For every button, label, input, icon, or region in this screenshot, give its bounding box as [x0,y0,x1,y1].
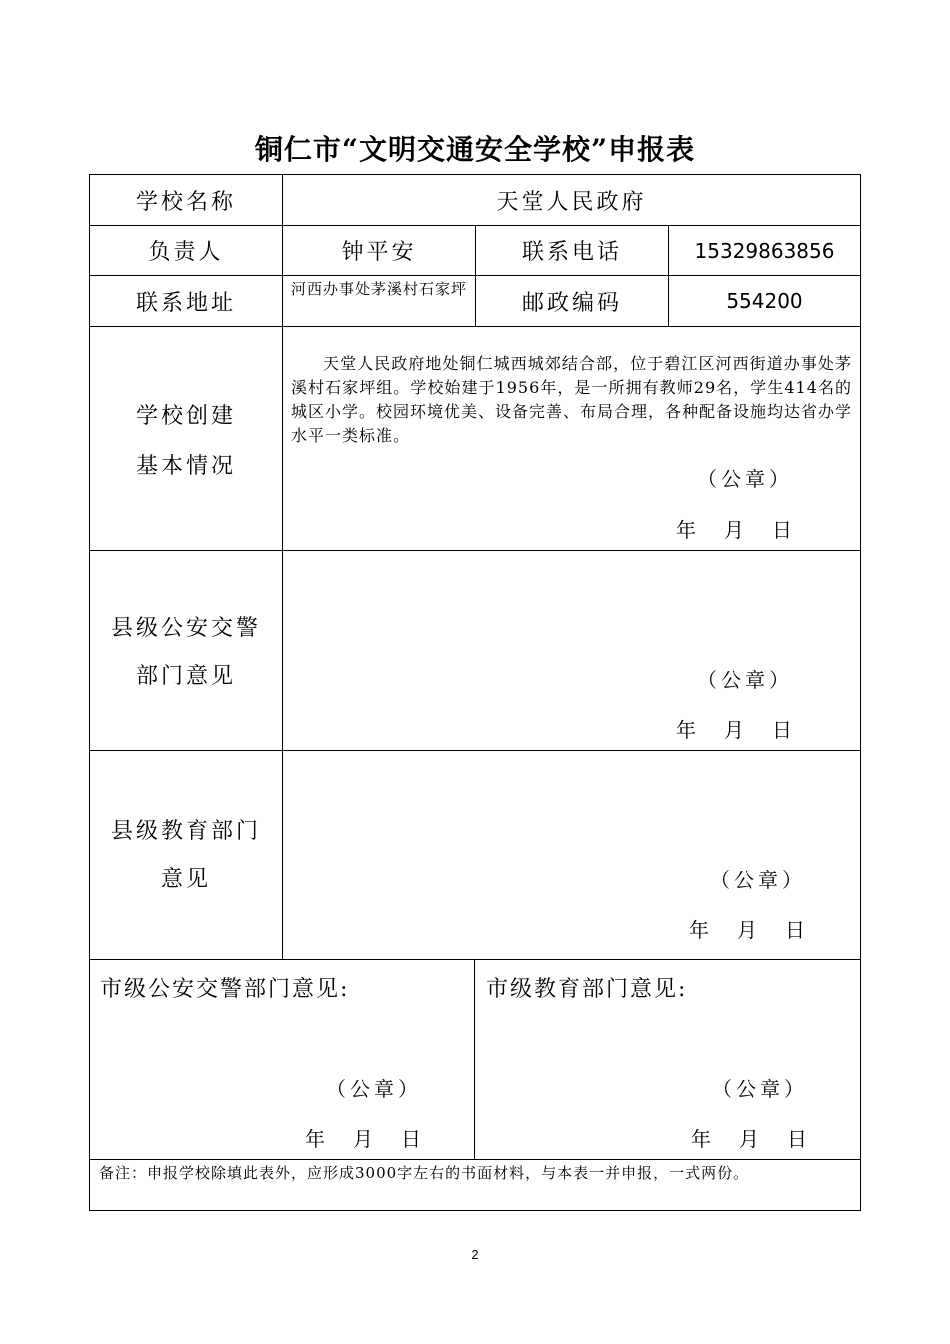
principal-value: 钟平安 [341,240,417,265]
city-edu-seal: （公章） [712,1077,808,1101]
basic-info-seal: （公章） [697,467,793,491]
county-edu-label-line1: 县级教育部门 [110,819,261,844]
city-police-seal: （公章） [326,1077,422,1101]
city-police-label: 市级公安交警部门意见: [100,977,350,1002]
city-police-date: 年 月 日 [305,1127,425,1151]
school-name-value: 天堂人民政府 [496,189,647,215]
basic-info-label [90,392,282,492]
basic-info-label-line1: 学校创建 [135,404,236,429]
basic-info-text: 天堂人民政府地处铜仁城西城郊结合部，位于碧江区河西街道办事处茅溪村石家坪组。学校始建于1956年，是一所拥有教师29名，学生414名的城区小学。校园环境优美、设备完善、布局合理，各种配备设施均达省办学水平一类标准。 [291,354,853,445]
county-police-label [90,605,282,701]
form-note: 备注：申报学校除填此表外，应形成3000字左右的书面材料，与本表一并申报，一式两份。 [99,1164,750,1182]
page-number: 2 [471,1247,479,1262]
city-edu-date: 年 月 日 [691,1127,811,1151]
phone-label: 联系电话 [521,240,622,265]
postcode-label: 邮政编码 [521,290,622,316]
county-police-seal: （公章） [697,668,793,692]
county-edu-seal: （公章） [710,868,806,892]
city-edu-label: 市级教育部门意见: [486,977,688,1002]
basic-info-date: 年 月 日 [676,518,796,542]
county-edu-date: 年 月 日 [689,918,809,942]
postcode-value: 554200 [726,289,803,313]
county-police-label-line2: 部门意见 [135,664,236,689]
address-value: 河西办事处茅溪村石家坪 [291,280,468,298]
form-title: 铜仁市“文明交通安全学校”申报表 [254,133,696,166]
address-label: 联系地址 [135,290,236,316]
principal-label: 负责人 [148,240,224,265]
county-edu-label-line2: 意见 [160,867,211,892]
phone-value: 15329863856 [694,238,835,263]
county-police-label-line1: 县级公安交警 [110,616,261,641]
county-edu-label [90,808,282,904]
county-police-date: 年 月 日 [676,718,796,742]
school-name-label: 学校名称 [135,189,236,215]
basic-info-label-line2: 基本情况 [135,454,236,479]
